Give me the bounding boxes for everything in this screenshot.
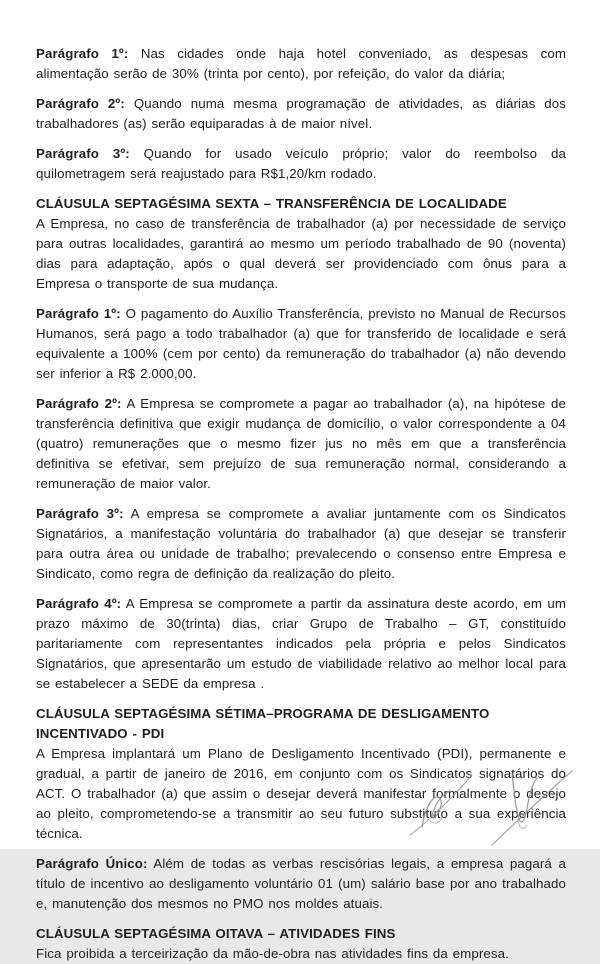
clause-76-paragraph-1-lead: Parágrafo 1º:: [36, 306, 121, 321]
clause-78-heading: CLÁUSULA SEPTAGÉSIMA OITAVA – ATIVIDADES FINS: [36, 926, 396, 941]
clause-76-paragraph-3: [36, 504, 566, 584]
clause-77-paragraph-unico-text: Além de todas as verbas rescisórias legais, a empresa pagará a título de incentivo ao desligamento voluntário 01 (um) salário base por ano trabalhado e, manutenção dos mesmos no PMO nos moldes atuais.: [36, 856, 566, 911]
clause-78: [36, 924, 566, 964]
clause-76-paragraph-2-text: A Empresa se compromete a pagar ao trabalhador (a), na hipótese de transferência definitiva que exigir mudança de domicílio, o valor correspondente a 04 (quatro) remunerações que o mesmo fizer jus no mês em que a transferência definitiva se efetivar, sem prejuízo de sua remuneração normal, considerando a remuneração de maior valor.: [36, 396, 567, 491]
paragraph-3-text: Quando for usado veículo próprio; valor do reembolso da quilometragem será reajustado para R$1,20/km rodado.: [36, 146, 566, 181]
clause-76-paragraph-4-text: A Empresa se compromete a partir da assinatura deste acordo, em um prazo máximo de 30(trinta) dias, criar Grupo de Trabalho – GT, constituído paritariamente com representantes indicados pela própria e pelos Sindicatos Signatários, que apresentarão um estudo de viabilidade relativo ao melhor local para se estabelecer a SEDE da empresa .: [36, 596, 566, 691]
paragraph-3-lead: Parágrafo 3º:: [36, 146, 130, 161]
clause-76-paragraph-4-lead: Parágrafo 4º:: [36, 596, 122, 611]
paragraph-2-text: Quando numa mesma programação de atividades, as diárias dos trabalhadores (as) serão equiparadas à de maior nível.: [36, 96, 567, 131]
clause-76-heading: CLÁUSULA SEPTAGÉSIMA SEXTA – TRANSFERÊNCIA DE LOCALIDADE: [36, 196, 507, 211]
clause-77-heading: CLÁUSULA SEPTAGÉSIMA SÉTIMA–PROGRAMA DE DESLIGAMENTO INCENTIVADO - PDI: [36, 706, 490, 741]
clause-77-paragraph-unico-lead: Parágrafo Único:: [36, 856, 148, 871]
clause-76-paragraph-4: [36, 594, 566, 694]
paragraph-2: [36, 94, 566, 134]
signature-marks-icon: [400, 765, 580, 849]
clause-76-paragraph-1-text: O pagamento do Auxílio Transferência, previsto no Manual de Recursos Humanos, será pago a todo trabalhador (a) que for transferido de localidade e será equivalente a 100% (cem por cento) da remuneração do trabalhador (a) não devendo ser inferior a R$ 2.000,00.: [36, 306, 567, 381]
paragraph-1: [36, 44, 566, 84]
clause-76-paragraph-2: [36, 394, 566, 494]
paragraph-1-lead: Parágrafo 1º:: [36, 46, 129, 61]
clause-77-paragraph-unico: [36, 854, 566, 914]
clause-76-paragraph-3-lead: Parágrafo 3º:: [36, 506, 124, 521]
paragraph-3: [36, 144, 566, 184]
clause-77-body: A Empresa implantará um Plano de Desligamento Incentivado (PDI), permanente e gradual, a partir de janeiro de 2016, em conjunto com os Sindicatos signatários do ACT. O trabalhador (a) que assim o desejar deverá manifestar formalmente o desejo ao pleito, comprometendo-se a transmitir ao seu futuro substituto a sua experiência técnica.: [36, 746, 566, 841]
handwritten-initials: [400, 765, 580, 849]
clause-76-paragraph-3-text: A empresa se compromete a avaliar juntamente com os Sindicatos Signatários, a manifestação voluntária do trabalhador (a) que desejar se transferir para outra área ou unidade de trabalho; prevalecendo o consenso entre Empresa e Sindicato, como regra de definição da realização do pleito.: [36, 506, 567, 581]
clause-76: [36, 194, 566, 294]
paragraph-1-text: Nas cidades onde haja hotel conveniado, as despesas com alimentação serão de 30% (trinta por cento), por refeição, do valor da diária;: [36, 46, 566, 81]
paragraph-2-lead: Parágrafo 2º:: [36, 96, 125, 111]
clause-78-body: Fica proibida a terceirização da mão-de-obra nas atividades fins da empresa.: [36, 946, 509, 961]
clause-76-paragraph-2-lead: Parágrafo 2º:: [36, 396, 122, 411]
clause-76-paragraph-1: [36, 304, 566, 384]
clause-76-body: A Empresa, no caso de transferência de trabalhador (a) por necessidade de serviço para outras localidades, garantirá ao mesmo um período trabalhado de 90 (noventa) dias para adaptação, após o qual deverá ser providenciado com ônus para a Empresa o transporte de sua mudança.: [36, 216, 566, 291]
